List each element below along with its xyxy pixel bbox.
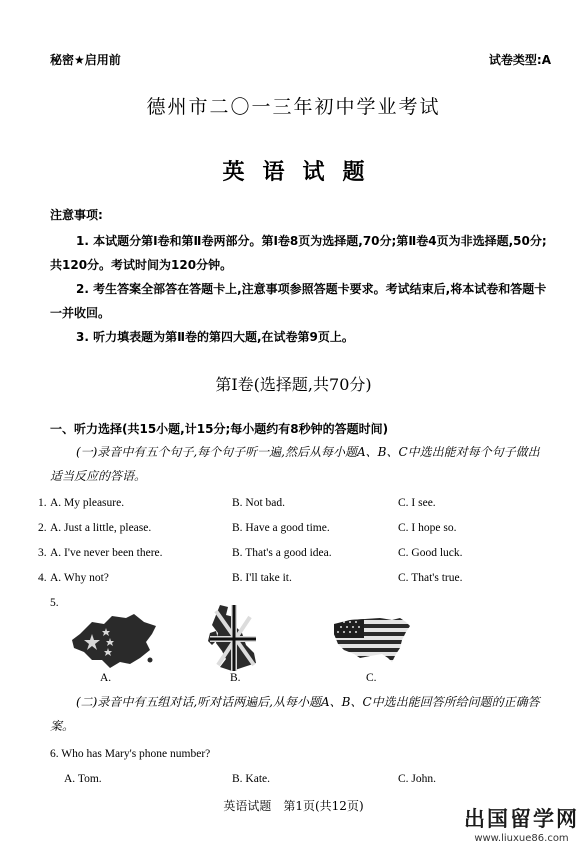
watermark-name: 出国留学网 [464,807,579,831]
q6-option-c: C. John. [398,773,437,785]
q5-label-c: C. [366,672,377,684]
usa-flag-map-image [330,614,412,666]
q1-option-a: A. My pleasure. [50,497,125,509]
page-footer: 英语试题 第1页(共12页) [223,799,364,813]
q2-option-c: C. I hope so. [398,522,457,534]
section-title: 第Ⅰ卷(选择题,共70分) [215,375,372,394]
q2-number: 2. [38,522,47,534]
subject-title: 英语试题 [222,160,383,185]
watermark-url: www.liuxue86.com [474,833,569,844]
confidential-label: 秘密★启用前 [50,53,121,67]
q5-label-b: B. [230,672,241,684]
q5-label-a: A. [100,672,112,684]
exam-title: 德州市二〇一三年初中学业考试 [146,96,441,118]
q4-number: 4. [38,572,47,584]
uk-flag-map-image [206,603,260,673]
part1-instruction-1: (一)录音中有五个句子,每个句子听一遍,然后从每小题A、B、C中选出能对每个句子做出适当反应的答语。 [50,445,540,483]
q4-option-c: C. That's true. [398,572,463,584]
part1-instruction-2: (二)录音中有五组对话,听对话两遍后,从每小题A、B、C中选出能回答所给问题的正确答案。 [50,695,540,733]
q6-option-a: A. Tom. [64,773,102,785]
note-item-1: 1. 本试题分第Ⅰ卷和第Ⅱ卷两部分。第Ⅰ卷8页为选择题,70分;第Ⅱ卷4页为非选择题,50分;共120分。考试时间为120分钟。 [50,234,547,272]
watermark-logo [464,803,579,844]
note-item-3: 3. 听力填表题为第Ⅱ卷的第四大题,在试卷第9页上。 [76,330,354,344]
notes-heading: 注意事项: [50,208,103,222]
q2-option-b: B. Have a good time. [232,522,330,534]
q3-number: 3. [38,547,47,559]
q1-number: 1. [38,497,47,509]
q3-option-a: A. I've never been there. [50,547,163,559]
q1-option-b: B. Not bad. [232,497,286,509]
q6-option-b: B. Kate. [232,773,271,785]
note-item-2: 2. 考生答案全部答在答题卡上,注意事项参照答题卡要求。考试结束后,将本试卷和答题卡一并收回。 [50,282,547,320]
q2-option-a: A. Just a little, please. [50,522,152,534]
q4-option-b: B. I'll take it. [232,572,292,584]
q6-question: 6. Who has Mary's phone number? [50,748,211,760]
q3-option-b: B. That's a good idea. [232,547,332,559]
q4-option-a: A. Why not? [50,572,109,584]
q3-option-c: C. Good luck. [398,547,463,559]
q5-number: 5. [50,597,59,609]
paper-type-label: 试卷类型:A [488,53,551,67]
part1-heading: 一、听力选择(共15小题,计15分;每小题约有8秒钟的答题时间) [50,422,389,436]
china-flag-map-image [70,612,160,670]
q1-option-c: C. I see. [398,497,436,509]
